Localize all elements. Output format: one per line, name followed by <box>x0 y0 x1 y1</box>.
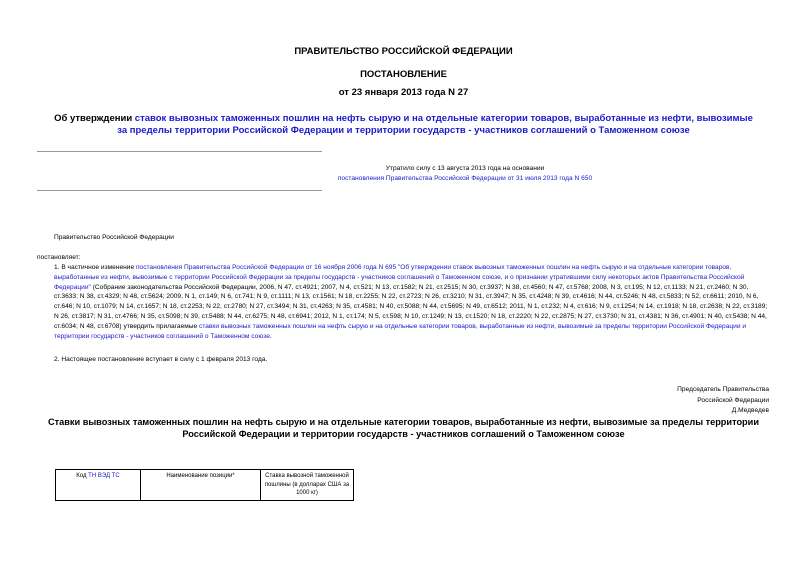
signature-block <box>677 385 769 417</box>
p1-start: 1. В частичное изменение <box>54 264 136 271</box>
p1-citations: (Собрание законодательства Российской Федерации, 2006, N 47, ст.4921; 2007, N 4, ст.521; N 13, ст.1582; N 21, ст.2515; N 30, ст.3937; N 38, ст.4560; N 47, ст.5768; 2008, N 3, ст.195; N 12, ст.1133; N 21, ст.2460; N 30, ст.3633; N 38, ст.4329; N 48, ст.5624; 2009, N 1, ст.149; N 6, ст.741; N 9, ст.1111; N 13, ст.1561; N 18, ст.2255; N 22, ст.2723; N 26, ст.3210; N 31, ст.3947; N 35, ст.4248; N 39, ст.4616; N 44, ст.5246; N 48, ст.5833; N 52, ст.6611; 2010, N 6, ст.646; N 10, ст.1079; N 14, ст.1657; N 18, ст.2253; N 22, ст.2780; N 27, ст.3494; N 31, ст.4263; N 35, ст.4581; N 40, ст.5088; N 44, ст.5695; N 49, ст.6512; 2011, N 1, ст.232; N 4, ст.616; N 9, ст.1254; N 14, ст.1918; N 18, ст.2638; N 22, ст.3189; N 26, ст.3817; N 31, ст.4766; N 35, ст.5098; N 39, ст.5488; N 44, ст.6275; N 48, ст.6941; 2012, N 1, ст.174; N 5, ст.598; N 10, ст.1249; N 13, ст.1520; N 18, ст.2220; N 22, ст.2875; N 27, ст.3730; N 31, ст.4381; N 36, ст.4901; N 40, ст.5438; N 44, ст.6034; N 48, ст.6708) утвердить прилагаемые <box>54 283 768 330</box>
header-rate: Ставка вывозной таможенной пошлины (в долларах США за 1000 кг) <box>261 470 354 501</box>
appendix-title: Ставки вывозных таможенных пошлин на нефть сырую и на отдельные категории товаров, выработанные из нефти, вывозимые за пределы территории Российской Федерации и территории государств - участников соглашений о Таможенном союзе <box>48 417 759 439</box>
title-link[interactable]: ставок вывозных таможенных пошлин на нефть сырую и на отдельные категории товаров, выработанные из нефти, вывозимые за пределы территории Российской Федерации и территории государств - участников соглашений о Таможенном союзе <box>117 113 753 136</box>
divider-top <box>37 151 322 152</box>
header-code <box>56 470 141 501</box>
header-name: Наименование позиции* <box>141 470 261 501</box>
signature-title: Председатель Правительства <box>677 386 769 393</box>
date-number-heading: от 23 января 2013 года N 27 <box>338 87 469 98</box>
signature-name: Д.Медведев <box>731 407 769 414</box>
paragraph-2: 2. Настоящее постановление вступает в силу с 1 февраля 2013 года. <box>54 356 268 363</box>
resolves-label: постановляет: <box>37 254 81 261</box>
repeal-note-link[interactable]: постановления Правительства Российской Федерации от 31 июля 2013 года N 650 <box>337 175 593 182</box>
government-heading: ПРАВИТЕЛЬСТВО РОССИЙСКОЙ ФЕДЕРАЦИИ <box>294 46 513 57</box>
p1-rates-link[interactable]: ставки вывозных таможенных пошлин на нефть сырую и на отдельные категории товаров, выработанные из нефти, вывозимые за пределы территории Российской Федерации и территории государств - участников соглашений о Таможенном союзе <box>54 322 747 340</box>
doc-type-heading: ПОСТАНОВЛЕНИЕ <box>360 69 447 80</box>
paragraph-1 <box>54 263 770 341</box>
tn-ved-link[interactable]: ТН ВЭД ТС <box>88 473 120 479</box>
divider-bottom <box>37 190 322 191</box>
header-code-prefix: Код <box>76 473 89 479</box>
title-prefix: Об утверждении <box>54 113 135 124</box>
p1-end: . <box>269 332 272 340</box>
rates-table <box>55 469 354 501</box>
p1-decree-link[interactable]: постановления Правительства Российской Федерации от 16 ноября 2006 года N 695 "Об утверждении ставок вывозных таможенных пошлин на нефть сырую и на отдельные категории товаров, выработанные из нефти, вывозимые с территории Российской Федерации за пределы государств - участников соглашений о Таможенном союзе, и о признании утратившими силу некоторых актов Правительства Российской Федерации" <box>54 264 745 291</box>
preamble: Правительство Российской Федерации <box>54 234 174 241</box>
repeal-note <box>250 164 680 184</box>
table-header-row <box>56 470 354 501</box>
signature-country: Российской Федерации <box>697 396 769 404</box>
document-title <box>50 113 757 137</box>
repeal-note-text: Утратило силу с 13 августа 2013 года на основании <box>385 165 545 172</box>
